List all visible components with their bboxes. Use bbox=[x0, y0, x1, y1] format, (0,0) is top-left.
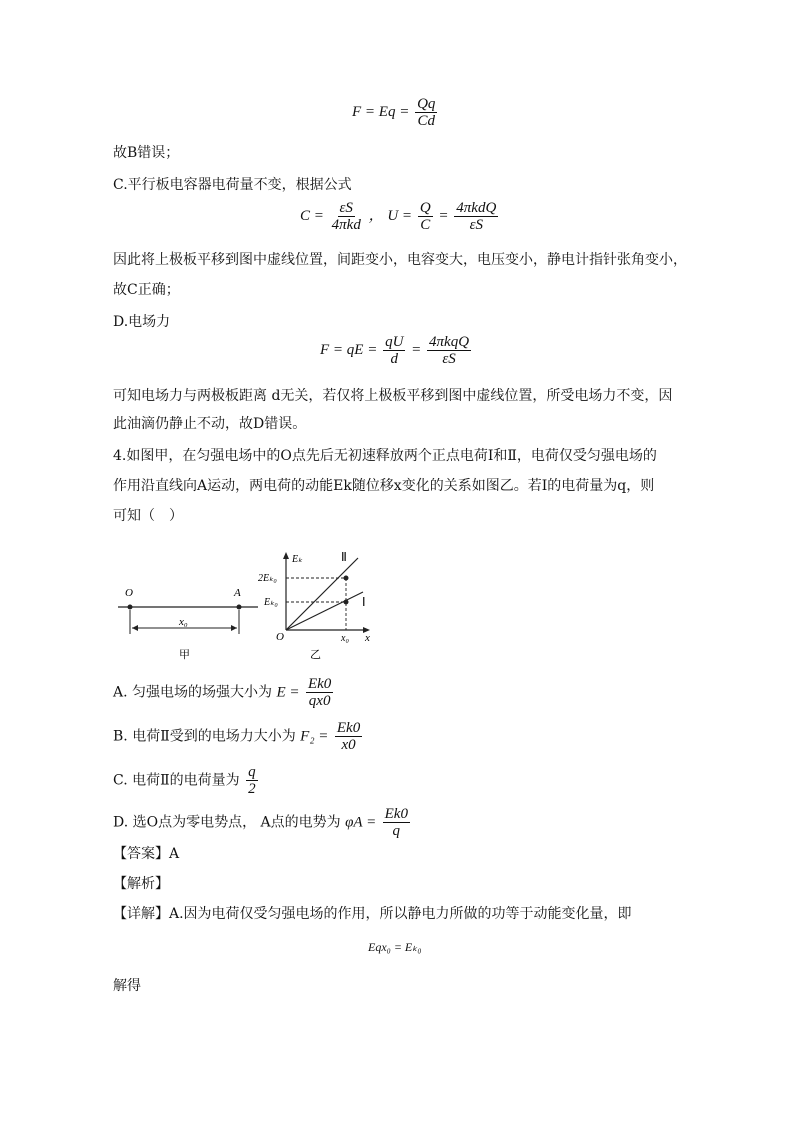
line-ii bbox=[286, 558, 358, 630]
label-x: x bbox=[365, 632, 370, 644]
figure-yi bbox=[258, 548, 388, 663]
question-4-line-3: 可知（ ） bbox=[113, 508, 183, 524]
label-origin: O bbox=[276, 631, 284, 643]
c-line-2: 故C正确； bbox=[113, 282, 180, 298]
option-c[interactable]: C. 电荷Ⅱ的电荷量为 $\frac{q}{2}$ bbox=[113, 764, 256, 797]
equation-work: Eqx₀ = Eₖ₀ bbox=[368, 940, 422, 954]
d-intro: D.电场力 bbox=[113, 314, 171, 330]
b-conclusion: 故B错误； bbox=[113, 145, 180, 161]
d-line-2: 此油滴仍静止不动，故D错误。 bbox=[113, 416, 307, 432]
label-2ek0: 2Eₖ₀ bbox=[258, 573, 277, 584]
option-d[interactable]: D. 选O点为零电势点， A点的电势为 φA = $\frac{Ek0}{q}$ bbox=[113, 806, 408, 839]
label-o: O bbox=[125, 587, 133, 599]
d-line-1: 可知电场力与两极板距离 d无关，若仅将上极板平移到图中虚线位置，所受电场力不变，因 bbox=[113, 388, 673, 404]
figure-jia bbox=[113, 570, 263, 665]
label-x0: x₀ bbox=[341, 633, 349, 644]
option-b[interactable]: B. 电荷Ⅱ受到的电场力大小为 F₂ = $\frac{Ek0}{x0}$ bbox=[113, 720, 361, 753]
analysis-heading: 【解析】 bbox=[113, 876, 169, 892]
label-x0: x₀ bbox=[179, 616, 188, 628]
label-ek0: Eₖ₀ bbox=[264, 597, 278, 608]
label-line-ii: Ⅱ bbox=[341, 550, 347, 564]
question-4-line-2: 作用沿直线向A运动，两电荷的动能Ek随位移x变化的关系如图乙。若Ⅰ的电荷量为q，则 bbox=[113, 478, 655, 494]
label-a: A bbox=[234, 587, 241, 599]
point-ii bbox=[344, 576, 349, 581]
point-a bbox=[237, 605, 242, 610]
c-line-1: 因此将上极板平移到图中虚线位置，间距变小，电容变大，电压变小，静电计指针张角变小， bbox=[113, 252, 687, 268]
c-intro: C.平行板电容器电荷量不变，根据公式 bbox=[113, 177, 352, 193]
label-line-i: Ⅰ bbox=[362, 595, 366, 609]
caption-jia: 甲 bbox=[179, 649, 190, 661]
equation-capacitance: C = $\frac{\varepsilon S}{\text{4πkd}}$ ， U = $\frac{Q}{C}$ = $\frac{\text{4πkdQ}}{\varepsilon S}$ bbox=[300, 200, 497, 233]
caption-yi: 乙 bbox=[310, 649, 321, 661]
point-o bbox=[128, 605, 133, 610]
line-i bbox=[286, 592, 363, 630]
option-a[interactable]: A. 匀强电场的场强大小为 E = $\frac{Ek0}{qx0}$ bbox=[113, 676, 332, 709]
question-4-line-1: 4.如图甲，在匀强电场中的O点先后无初速释放两个正点电荷Ⅰ和Ⅱ，电荷仅受匀强电场的 bbox=[113, 448, 657, 464]
equation-force-top: F = Eq = $\frac{Qq}{Cd}$ bbox=[352, 96, 436, 129]
answer: 【答案】A bbox=[113, 846, 180, 862]
equation-field-force: F = qE = $\frac{qU}{d}$ = $\frac{\text{4πkqQ}}{\varepsilon S}$ bbox=[320, 334, 470, 367]
detail-line: 【详解】A.因为电荷仅受匀强电场的作用，所以静电力所做的功等于动能变化量，即 bbox=[113, 906, 632, 922]
point-i bbox=[344, 600, 349, 605]
label-ek: Eₖ bbox=[292, 554, 303, 565]
solve-label: 解得 bbox=[113, 978, 141, 994]
